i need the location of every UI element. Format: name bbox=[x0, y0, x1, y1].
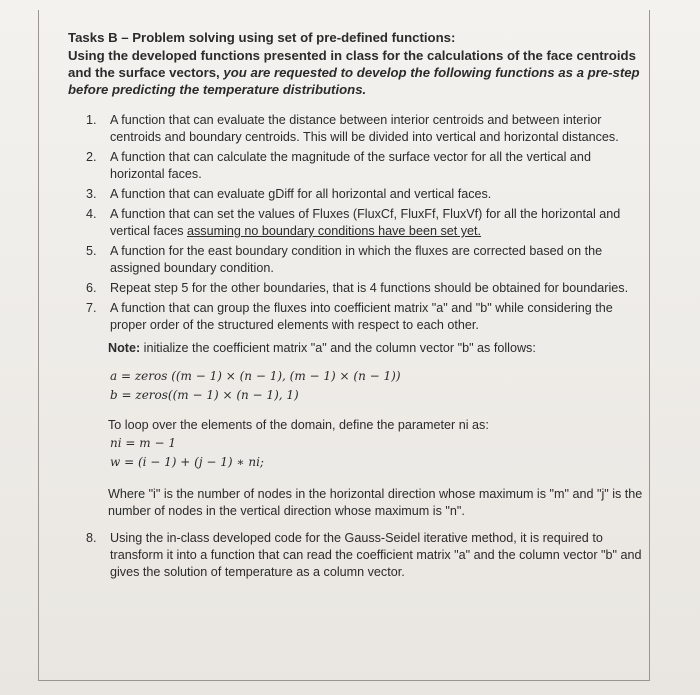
where-text: Where "i" is the number of nodes in the horizontal direction whose maximum is "m" and "j" is the number of nodes in the vertical direction whose maximum is "n". bbox=[108, 487, 643, 518]
item-text: A function for the east boundary condition in which the fluxes are corrected based on the assigned boundary condition. bbox=[110, 244, 603, 275]
instructions-part2: you are requested to develop the following functions as a pre-step before predicting the temperature distributions. bbox=[68, 65, 640, 97]
task-instructions bbox=[68, 47, 648, 98]
list-item bbox=[86, 186, 648, 203]
item-number: 5. bbox=[86, 244, 97, 258]
note-text: initialize the coefficient matrix "a" and the column vector "b" as follows: bbox=[140, 341, 536, 355]
item-number: 6. bbox=[86, 281, 97, 295]
task-list bbox=[68, 112, 648, 334]
list-item bbox=[86, 243, 648, 277]
equation-ni: ni = m − 1 bbox=[110, 436, 176, 450]
loop-text: To loop over the elements of the domain, define the parameter ni as: bbox=[108, 418, 489, 432]
item-number: 2. bbox=[86, 150, 97, 164]
content bbox=[68, 28, 648, 584]
item-text: A function that can evaluate the distance between interior centroids and between interior centroids and boundary centroids. This will be divided into vertical and horizontal distances. bbox=[110, 113, 619, 144]
instructions-part1: Using the developed functions presented in class for the calculations of the face centroids and the surface vectors, bbox=[68, 48, 636, 80]
list-item bbox=[86, 530, 648, 581]
note bbox=[108, 340, 648, 357]
equation-a: a = zeros ((m − 1) × (n − 1), (m − 1) × (n − 1)) bbox=[110, 369, 401, 383]
item-number: 3. bbox=[86, 187, 97, 201]
task-title: Tasks B – Problem solving using set of pre-defined functions: bbox=[68, 30, 456, 45]
list-item bbox=[86, 206, 648, 240]
item-number: 4. bbox=[86, 207, 97, 221]
item-text: A function that can evaluate gDiff for all horizontal and vertical faces. bbox=[110, 187, 492, 201]
list-item bbox=[86, 280, 648, 297]
item-number: 1. bbox=[86, 113, 97, 127]
list-item bbox=[86, 149, 648, 183]
equation-w: w = (i − 1) + (j − 1) ∗ ni; bbox=[110, 455, 264, 469]
item-text: A function that can calculate the magnitude of the surface vector for all the vertical and horizontal faces. bbox=[110, 150, 591, 181]
item-text: A function that can set the values of Fluxes (FluxCf, FluxFf, FluxVf) for all the horizontal and vertical faces bbox=[110, 207, 621, 238]
item-number: 8. bbox=[86, 531, 97, 545]
equation-b: b = zeros((m − 1) × (n − 1), 1) bbox=[110, 388, 299, 402]
item-text: Repeat step 5 for the other boundaries, that is 4 functions should be obtained for boundaries. bbox=[110, 281, 629, 295]
task-list-continued bbox=[68, 530, 648, 581]
list-item bbox=[86, 112, 648, 146]
item-text: Using the in-class developed code for the Gauss-Seidel iterative method, it is required to transform it into a function that can read the coefficient matrix "a" and the column vector "b" and gives the solution of temperature as a column vector. bbox=[110, 531, 642, 579]
item-number: 7. bbox=[86, 301, 97, 315]
item-text-underlined: assuming no boundary conditions have been set yet. bbox=[187, 224, 482, 238]
item-text: A function that can group the fluxes into coefficient matrix "a" and "b" while considering the proper order of the structured elements with respect to each other. bbox=[110, 301, 613, 332]
list-item bbox=[86, 300, 648, 334]
note-label: Note: bbox=[108, 341, 141, 355]
